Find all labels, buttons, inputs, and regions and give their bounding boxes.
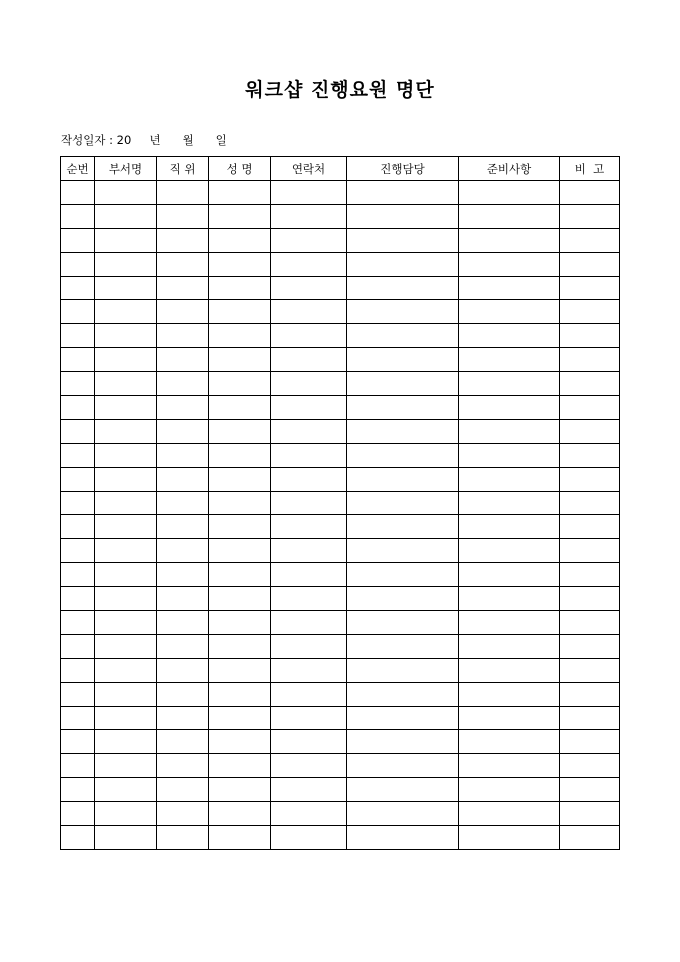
position-cell[interactable] [157, 706, 209, 730]
remarks-cell[interactable] [560, 730, 620, 754]
no-cell[interactable] [61, 802, 95, 826]
table-row [61, 443, 620, 467]
contact-cell[interactable] [271, 634, 347, 658]
no-cell[interactable] [61, 730, 95, 754]
roster-table [60, 156, 620, 850]
name-cell[interactable] [209, 634, 271, 658]
role-cell[interactable] [347, 515, 459, 539]
department-cell[interactable] [95, 228, 157, 252]
no-cell[interactable] [61, 658, 95, 682]
table-row [61, 348, 620, 372]
role-cell[interactable] [347, 706, 459, 730]
preparation-cell[interactable] [459, 754, 560, 778]
preparation-cell[interactable] [459, 634, 560, 658]
preparation-cell[interactable] [459, 563, 560, 587]
no-cell[interactable] [61, 539, 95, 563]
name-cell[interactable] [209, 563, 271, 587]
position-cell[interactable] [157, 396, 209, 420]
position-cell[interactable] [157, 730, 209, 754]
role-cell[interactable] [347, 634, 459, 658]
no-cell[interactable] [61, 682, 95, 706]
remarks-cell[interactable] [560, 324, 620, 348]
remarks-cell[interactable] [560, 491, 620, 515]
position-cell[interactable] [157, 563, 209, 587]
name-cell[interactable] [209, 372, 271, 396]
preparation-cell[interactable] [459, 515, 560, 539]
role-cell[interactable] [347, 276, 459, 300]
table-row [61, 228, 620, 252]
no-cell[interactable] [61, 826, 95, 850]
contact-cell[interactable] [271, 443, 347, 467]
table-row [61, 252, 620, 276]
contact-cell[interactable] [271, 396, 347, 420]
contact-cell[interactable] [271, 778, 347, 802]
department-cell[interactable] [95, 443, 157, 467]
department-cell[interactable] [95, 181, 157, 205]
no-cell[interactable] [61, 300, 95, 324]
department-cell[interactable] [95, 706, 157, 730]
table-row [61, 730, 620, 754]
table-row [61, 563, 620, 587]
table-row [61, 396, 620, 420]
table-row [61, 372, 620, 396]
role-cell[interactable] [347, 348, 459, 372]
no-cell[interactable] [61, 467, 95, 491]
position-cell[interactable] [157, 252, 209, 276]
name-cell[interactable] [209, 276, 271, 300]
contact-cell[interactable] [271, 204, 347, 228]
position-cell[interactable] [157, 372, 209, 396]
role-cell[interactable] [347, 228, 459, 252]
position-cell[interactable] [157, 539, 209, 563]
name-cell[interactable] [209, 252, 271, 276]
department-cell[interactable] [95, 634, 157, 658]
name-cell[interactable] [209, 826, 271, 850]
department-cell[interactable] [95, 276, 157, 300]
position-cell[interactable] [157, 181, 209, 205]
department-cell[interactable] [95, 300, 157, 324]
remarks-cell[interactable] [560, 778, 620, 802]
role-cell[interactable] [347, 300, 459, 324]
role-cell[interactable] [347, 611, 459, 635]
table-row [61, 419, 620, 443]
name-cell[interactable] [209, 611, 271, 635]
contact-cell[interactable] [271, 276, 347, 300]
preparation-cell[interactable] [459, 611, 560, 635]
preparation-cell[interactable] [459, 658, 560, 682]
table-row [61, 587, 620, 611]
role-cell[interactable] [347, 252, 459, 276]
header-remarks: 비 고 [560, 157, 620, 181]
preparation-cell[interactable] [459, 682, 560, 706]
no-cell[interactable] [61, 228, 95, 252]
no-cell[interactable] [61, 324, 95, 348]
department-cell[interactable] [95, 419, 157, 443]
name-cell[interactable] [209, 348, 271, 372]
contact-cell[interactable] [271, 419, 347, 443]
table-row [61, 611, 620, 635]
no-cell[interactable] [61, 372, 95, 396]
preparation-cell[interactable] [459, 539, 560, 563]
name-cell[interactable] [209, 300, 271, 324]
department-cell[interactable] [95, 587, 157, 611]
no-cell[interactable] [61, 443, 95, 467]
position-cell[interactable] [157, 276, 209, 300]
department-cell[interactable] [95, 204, 157, 228]
no-cell[interactable] [61, 515, 95, 539]
remarks-cell[interactable] [560, 706, 620, 730]
no-cell[interactable] [61, 348, 95, 372]
department-cell[interactable] [95, 563, 157, 587]
contact-cell[interactable] [271, 754, 347, 778]
remarks-cell[interactable] [560, 587, 620, 611]
role-cell[interactable] [347, 181, 459, 205]
contact-cell[interactable] [271, 539, 347, 563]
no-cell[interactable] [61, 396, 95, 420]
roster-body [61, 181, 620, 850]
name-cell[interactable] [209, 396, 271, 420]
contact-cell[interactable] [271, 372, 347, 396]
name-cell[interactable] [209, 706, 271, 730]
department-cell[interactable] [95, 682, 157, 706]
position-cell[interactable] [157, 491, 209, 515]
role-cell[interactable] [347, 563, 459, 587]
position-cell[interactable] [157, 324, 209, 348]
department-cell[interactable] [95, 539, 157, 563]
position-cell[interactable] [157, 634, 209, 658]
remarks-cell[interactable] [560, 419, 620, 443]
contact-cell[interactable] [271, 324, 347, 348]
contact-cell[interactable] [271, 587, 347, 611]
no-cell[interactable] [61, 778, 95, 802]
position-cell[interactable] [157, 228, 209, 252]
table-row [61, 467, 620, 491]
header-contact: 연락처 [271, 157, 347, 181]
preparation-cell[interactable] [459, 778, 560, 802]
remarks-cell[interactable] [560, 611, 620, 635]
role-cell[interactable] [347, 587, 459, 611]
remarks-cell[interactable] [560, 348, 620, 372]
header-name: 성 명 [209, 157, 271, 181]
preparation-cell[interactable] [459, 396, 560, 420]
position-cell[interactable] [157, 467, 209, 491]
position-cell[interactable] [157, 778, 209, 802]
contact-cell[interactable] [271, 563, 347, 587]
position-cell[interactable] [157, 611, 209, 635]
no-cell[interactable] [61, 611, 95, 635]
table-row [61, 324, 620, 348]
contact-cell[interactable] [271, 706, 347, 730]
name-cell[interactable] [209, 778, 271, 802]
position-cell[interactable] [157, 754, 209, 778]
department-cell[interactable] [95, 826, 157, 850]
department-cell[interactable] [95, 515, 157, 539]
table-row [61, 181, 620, 205]
position-cell[interactable] [157, 419, 209, 443]
position-cell[interactable] [157, 443, 209, 467]
remarks-cell[interactable] [560, 539, 620, 563]
position-cell[interactable] [157, 802, 209, 826]
department-cell[interactable] [95, 491, 157, 515]
name-cell[interactable] [209, 658, 271, 682]
role-cell[interactable] [347, 491, 459, 515]
header-role: 진행담당 [347, 157, 459, 181]
role-cell[interactable] [347, 778, 459, 802]
preparation-cell[interactable] [459, 324, 560, 348]
no-cell[interactable] [61, 491, 95, 515]
no-cell[interactable] [61, 563, 95, 587]
remarks-cell[interactable] [560, 372, 620, 396]
no-cell[interactable] [61, 419, 95, 443]
preparation-cell[interactable] [459, 443, 560, 467]
position-cell[interactable] [157, 204, 209, 228]
role-cell[interactable] [347, 539, 459, 563]
table-row [61, 276, 620, 300]
remarks-cell[interactable] [560, 443, 620, 467]
preparation-cell[interactable] [459, 252, 560, 276]
remarks-cell[interactable] [560, 228, 620, 252]
table-row [61, 204, 620, 228]
contact-cell[interactable] [271, 730, 347, 754]
remarks-cell[interactable] [560, 515, 620, 539]
department-cell[interactable] [95, 730, 157, 754]
preparation-cell[interactable] [459, 706, 560, 730]
department-cell[interactable] [95, 658, 157, 682]
remarks-cell[interactable] [560, 181, 620, 205]
remarks-cell[interactable] [560, 276, 620, 300]
remarks-cell[interactable] [560, 826, 620, 850]
table-row [61, 539, 620, 563]
preparation-cell[interactable] [459, 348, 560, 372]
preparation-cell[interactable] [459, 587, 560, 611]
remarks-cell[interactable] [560, 396, 620, 420]
name-cell[interactable] [209, 730, 271, 754]
name-cell[interactable] [209, 682, 271, 706]
preparation-cell[interactable] [459, 826, 560, 850]
date-label: 작성일자 : 20 [61, 133, 132, 147]
name-cell[interactable] [209, 324, 271, 348]
department-cell[interactable] [95, 778, 157, 802]
role-cell[interactable] [347, 802, 459, 826]
contact-cell[interactable] [271, 826, 347, 850]
name-cell[interactable] [209, 491, 271, 515]
table-row [61, 802, 620, 826]
role-cell[interactable] [347, 372, 459, 396]
contact-cell[interactable] [271, 181, 347, 205]
position-cell[interactable] [157, 515, 209, 539]
table-row [61, 634, 620, 658]
name-cell[interactable] [209, 515, 271, 539]
role-cell[interactable] [347, 826, 459, 850]
role-cell[interactable] [347, 730, 459, 754]
remarks-cell[interactable] [560, 252, 620, 276]
name-cell[interactable] [209, 539, 271, 563]
contact-cell[interactable] [271, 467, 347, 491]
position-cell[interactable] [157, 587, 209, 611]
date-line [61, 132, 227, 148]
name-cell[interactable] [209, 587, 271, 611]
remarks-cell[interactable] [560, 634, 620, 658]
department-cell[interactable] [95, 252, 157, 276]
department-cell[interactable] [95, 372, 157, 396]
role-cell[interactable] [347, 754, 459, 778]
header-preparation: 준비사항 [459, 157, 560, 181]
contact-cell[interactable] [271, 802, 347, 826]
department-cell[interactable] [95, 611, 157, 635]
table-row [61, 682, 620, 706]
contact-cell[interactable] [271, 348, 347, 372]
remarks-cell[interactable] [560, 563, 620, 587]
role-cell[interactable] [347, 658, 459, 682]
table-row [61, 491, 620, 515]
preparation-cell[interactable] [459, 730, 560, 754]
preparation-cell[interactable] [459, 802, 560, 826]
department-cell[interactable] [95, 467, 157, 491]
contact-cell[interactable] [271, 658, 347, 682]
role-cell[interactable] [347, 682, 459, 706]
contact-cell[interactable] [271, 611, 347, 635]
preparation-cell[interactable] [459, 300, 560, 324]
remarks-cell[interactable] [560, 682, 620, 706]
position-cell[interactable] [157, 658, 209, 682]
remarks-cell[interactable] [560, 204, 620, 228]
header-department: 부서명 [95, 157, 157, 181]
department-cell[interactable] [95, 324, 157, 348]
role-cell[interactable] [347, 396, 459, 420]
page-title: 워크샵 진행요원 명단 [245, 79, 435, 101]
department-cell[interactable] [95, 754, 157, 778]
remarks-cell[interactable] [560, 467, 620, 491]
no-cell[interactable] [61, 252, 95, 276]
position-cell[interactable] [157, 682, 209, 706]
header-no: 순번 [61, 157, 95, 181]
position-cell[interactable] [157, 826, 209, 850]
preparation-cell[interactable] [459, 204, 560, 228]
name-cell[interactable] [209, 802, 271, 826]
table-row [61, 826, 620, 850]
contact-cell[interactable] [271, 252, 347, 276]
no-cell[interactable] [61, 276, 95, 300]
table-row [61, 515, 620, 539]
no-cell[interactable] [61, 634, 95, 658]
name-cell[interactable] [209, 443, 271, 467]
role-cell[interactable] [347, 419, 459, 443]
no-cell[interactable] [61, 587, 95, 611]
table-row [61, 778, 620, 802]
contact-cell[interactable] [271, 491, 347, 515]
year-unit: 년 [149, 133, 161, 147]
remarks-cell[interactable] [560, 802, 620, 826]
table-row [61, 754, 620, 778]
name-cell[interactable] [209, 181, 271, 205]
remarks-cell[interactable] [560, 754, 620, 778]
contact-cell[interactable] [271, 682, 347, 706]
department-cell[interactable] [95, 802, 157, 826]
contact-cell[interactable] [271, 515, 347, 539]
name-cell[interactable] [209, 419, 271, 443]
preparation-cell[interactable] [459, 419, 560, 443]
preparation-cell[interactable] [459, 276, 560, 300]
name-cell[interactable] [209, 228, 271, 252]
preparation-cell[interactable] [459, 228, 560, 252]
preparation-cell[interactable] [459, 372, 560, 396]
contact-cell[interactable] [271, 300, 347, 324]
preparation-cell[interactable] [459, 491, 560, 515]
table-header-row [61, 157, 620, 181]
role-cell[interactable] [347, 324, 459, 348]
no-cell[interactable] [61, 706, 95, 730]
no-cell[interactable] [61, 754, 95, 778]
preparation-cell[interactable] [459, 467, 560, 491]
department-cell[interactable] [95, 396, 157, 420]
no-cell[interactable] [61, 204, 95, 228]
name-cell[interactable] [209, 204, 271, 228]
no-cell[interactable] [61, 181, 95, 205]
table-row [61, 658, 620, 682]
month-unit: 월 [182, 133, 194, 147]
table-row [61, 706, 620, 730]
role-cell[interactable] [347, 467, 459, 491]
name-cell[interactable] [209, 754, 271, 778]
remarks-cell[interactable] [560, 300, 620, 324]
header-position: 직 위 [157, 157, 209, 181]
name-cell[interactable] [209, 467, 271, 491]
position-cell[interactable] [157, 300, 209, 324]
contact-cell[interactable] [271, 228, 347, 252]
remarks-cell[interactable] [560, 658, 620, 682]
department-cell[interactable] [95, 348, 157, 372]
position-cell[interactable] [157, 348, 209, 372]
day-unit: 일 [215, 133, 227, 147]
role-cell[interactable] [347, 204, 459, 228]
preparation-cell[interactable] [459, 181, 560, 205]
table-row [61, 300, 620, 324]
role-cell[interactable] [347, 443, 459, 467]
